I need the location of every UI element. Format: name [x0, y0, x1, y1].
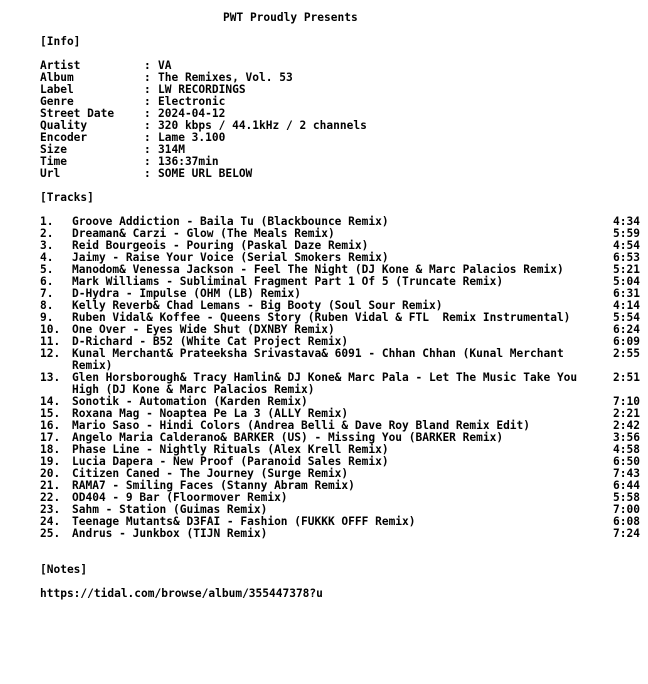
track-number: 13. [40, 371, 61, 384]
track-duration: 7:00 [613, 503, 640, 516]
track-number: 12. [40, 347, 61, 360]
track-number: 14. [40, 395, 61, 408]
track-title: OD404 - 9 Bar (Floormover Remix) [72, 491, 288, 504]
info-separator: : [144, 83, 151, 96]
track-duration: 6:24 [613, 323, 640, 336]
track-number: 10. [40, 323, 61, 336]
track-title: Dreaman& Carzi - Glow (The Meals Remix) [72, 227, 335, 240]
track-duration: 4:34 [613, 215, 640, 228]
info-key: Time [40, 155, 67, 168]
info-key: Label [40, 83, 74, 96]
info-value: 2024-04-12 [158, 107, 226, 120]
track-duration: 6:31 [613, 287, 640, 300]
info-separator: : [144, 131, 151, 144]
track-duration: 5:59 [613, 227, 640, 240]
track-duration: 5:58 [613, 491, 640, 504]
track-duration: 4:54 [613, 239, 640, 252]
track-number: 5. [40, 263, 54, 276]
info-key: Street Date [40, 107, 115, 120]
notes-url: https://tidal.com/browse/album/355447378?u [40, 587, 323, 600]
track-duration: 4:58 [613, 443, 640, 456]
track-duration: 7:43 [613, 467, 640, 480]
info-value: SOME URL BELOW [158, 167, 253, 180]
info-value: VA [158, 59, 172, 72]
info-value: 314M [158, 143, 185, 156]
track-duration: 6:50 [613, 455, 640, 468]
info-row [40, 144, 640, 156]
info-row [40, 156, 640, 168]
track-number: 23. [40, 503, 61, 516]
track-duration: 7:10 [613, 395, 640, 408]
info-key: Encoder [40, 131, 88, 144]
track-title: Mark Williams - Subliminal Fragment Part 1 Of 5 (Truncate Remix) [72, 275, 504, 288]
track-number: 17. [40, 431, 61, 444]
info-value: 320 kbps / 44.1kHz / 2 channels [158, 119, 367, 132]
info-value: Electronic [158, 95, 226, 108]
track-duration: 6:53 [613, 251, 640, 264]
info-value: Lame 3.100 [158, 131, 226, 144]
track-title: Kelly Reverb& Chad Lemans - Big Booty (Soul Sour Remix) [72, 299, 443, 312]
track-number: 18. [40, 443, 61, 456]
track-number: 4. [40, 251, 54, 264]
track-number: 1. [40, 215, 54, 228]
info-separator: : [144, 71, 151, 84]
track-title: Reid Bourgeois - Pouring (Paskal Daze Remix) [72, 239, 369, 252]
track-row [40, 348, 640, 372]
info-row [40, 72, 640, 84]
info-separator: : [144, 107, 151, 120]
track-title: Teenage Mutants& D3FAI - Fashion (FUKKK OFFF Remix) [72, 515, 416, 528]
info-key: Album [40, 71, 74, 84]
track-duration: 2:21 [613, 407, 640, 420]
info-row [40, 132, 640, 144]
track-duration: 2:42 [613, 419, 640, 432]
info-row [40, 84, 640, 96]
track-title: Jaimy - Raise Your Voice (Serial Smokers Remix) [72, 251, 389, 264]
track-title: Glen Horsborough& Tracy Hamlin& DJ Kone& Marc Pala - Let The Music Take You High (DJ Kone & Marc Palacios Remix) [72, 371, 584, 396]
track-title: Groove Addiction - Baila Tu (Blackbounce Remix) [72, 215, 389, 228]
info-separator: : [144, 95, 151, 108]
info-section [40, 60, 640, 180]
info-value: LW RECORDINGS [158, 83, 246, 96]
info-separator: : [144, 119, 151, 132]
track-title: Ruben Vidal& Koffee - Queens Story (Ruben Vidal & FTL Remix Instrumental) [72, 311, 571, 324]
track-duration: 5:04 [613, 275, 640, 288]
track-title: RAMA7 - Smiling Faces (Stanny Abram Remix) [72, 479, 355, 492]
track-row [40, 372, 640, 396]
track-duration: 5:21 [613, 263, 640, 276]
track-title: D-Richard - B52 (White Cat Project Remix) [72, 335, 349, 348]
info-separator: : [144, 59, 151, 72]
track-number: 7. [40, 287, 54, 300]
document-title: PWT Proudly Presents [223, 11, 358, 24]
track-duration: 4:14 [613, 299, 640, 312]
track-title: Sonotik - Automation (Karden Remix) [72, 395, 308, 408]
track-duration: 6:44 [613, 479, 640, 492]
track-number: 20. [40, 467, 61, 480]
track-number: 3. [40, 239, 54, 252]
track-number: 24. [40, 515, 61, 528]
track-title: D-Hydra - Impulse (OHM (LB) Remix) [72, 287, 302, 300]
nfo-document [40, 12, 640, 600]
track-title: Roxana Mag - Noaptea Pe La 3 (ALLY Remix) [72, 407, 349, 420]
track-number: 25. [40, 527, 61, 540]
track-number: 19. [40, 455, 61, 468]
info-key: Url [40, 167, 61, 180]
track-title: Manodom& Venessa Jackson - Feel The Night (DJ Kone & Marc Palacios Remix) [72, 263, 564, 276]
info-key: Genre [40, 95, 74, 108]
track-duration: 5:54 [613, 311, 640, 324]
track-row [40, 528, 640, 540]
info-key: Quality [40, 119, 88, 132]
track-title: Mario Saso - Hindi Colors (Andrea Belli & Dave Roy Bland Remix Edit) [72, 419, 531, 432]
tracks-heading: [Tracks] [40, 191, 94, 204]
track-title: Andrus - Junkbox (TIJN Remix) [72, 527, 268, 540]
info-value: 136:37min [158, 155, 219, 168]
track-duration: 2:51 [613, 371, 640, 384]
info-key: Size [40, 143, 67, 156]
track-title: Angelo Maria Calderano& BARKER (US) - Missing You (BARKER Remix) [72, 431, 504, 444]
track-duration: 6:09 [613, 335, 640, 348]
track-title: One Over - Eyes Wide Shut (DXNBY Remix) [72, 323, 335, 336]
track-title: Kunal Merchant& Prateeksha Srivastava& 6091 - Chhan Chhan (Kunal Merchant Remix) [72, 347, 571, 372]
info-heading: [Info] [40, 35, 81, 48]
info-separator: : [144, 143, 151, 156]
track-title: Lucia Dapera - New Proof (Paranoid Sales Remix) [72, 455, 389, 468]
track-title: Citizen Caned - The Journey (Surge Remix) [72, 467, 349, 480]
track-number: 9. [40, 311, 54, 324]
info-separator: : [144, 167, 151, 180]
track-duration: 6:08 [613, 515, 640, 528]
info-row [40, 168, 640, 180]
track-number: 11. [40, 335, 61, 348]
track-duration: 7:24 [613, 527, 640, 540]
track-number: 15. [40, 407, 61, 420]
track-list [40, 216, 640, 540]
track-number: 22. [40, 491, 61, 504]
info-value: The Remixes, Vol. 53 [158, 71, 293, 84]
track-number: 6. [40, 275, 54, 288]
info-row [40, 120, 640, 132]
track-title: Phase Line - Nightly Rituals (Alex Krell Remix) [72, 443, 389, 456]
track-number: 8. [40, 299, 54, 312]
track-number: 16. [40, 419, 61, 432]
notes-heading: [Notes] [40, 563, 88, 576]
track-duration: 2:55 [613, 347, 640, 360]
info-key: Artist [40, 59, 81, 72]
track-number: 21. [40, 479, 61, 492]
info-row [40, 96, 640, 108]
track-duration: 3:56 [613, 431, 640, 444]
info-separator: : [144, 155, 151, 168]
track-title: Sahm - Station (Guimas Remix) [72, 503, 268, 516]
info-row [40, 60, 640, 72]
track-number: 2. [40, 227, 54, 240]
